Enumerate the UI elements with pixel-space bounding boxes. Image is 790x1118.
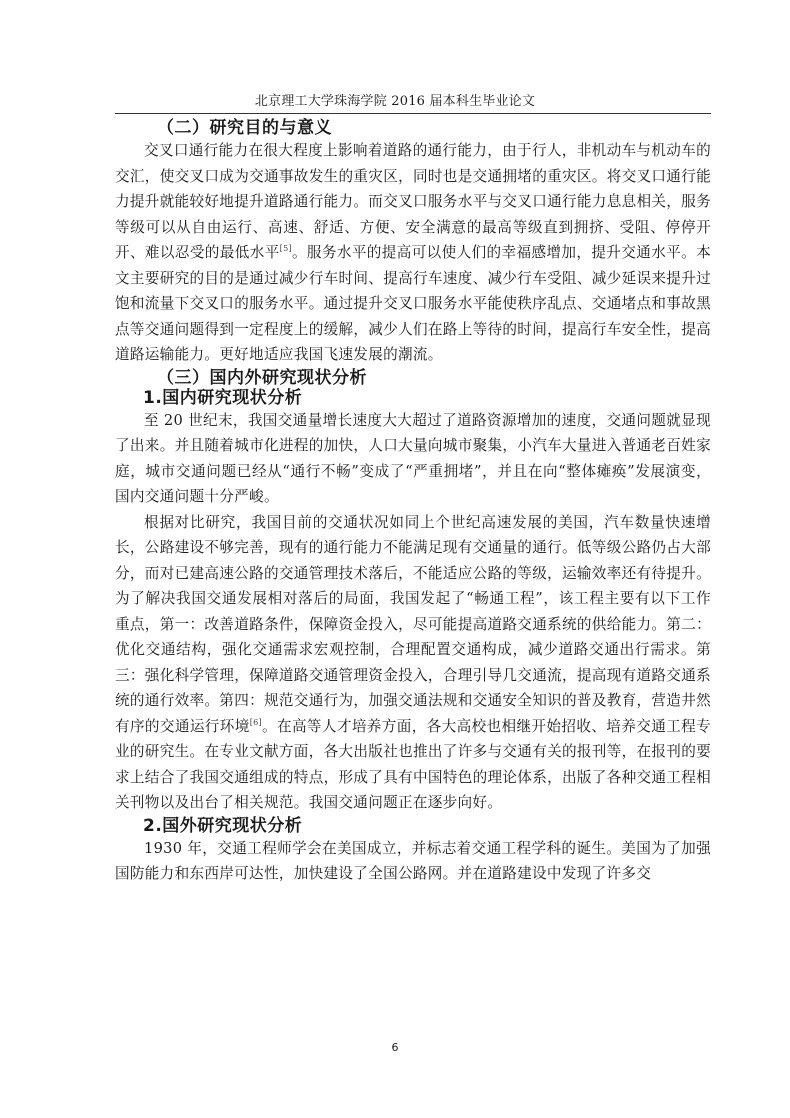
section-heading-status: （三）国内外研究现状分析: [157, 367, 367, 388]
paragraph-purpose-text-1: 交叉口通行能力在很大程度上影响着道路的通行能力，由于行人，非机动车与机动车的交汇，使交叉口成为交通事故发生的重灾区，同时也是交通拥堵的重灾区。将交叉口通行能力提升就能较好地提升道路通行能力。而交叉口服务水平与交叉口通行能力息息相关，服务等级可以从自由运行、高速、舒适、方便、安全满意的最高等级直到拥挤、受阻、停停开开、难以忍受的最低水平: [115, 142, 711, 261]
running-header: 北京理工大学珠海学院 2016 届本科生毕业论文: [254, 94, 536, 109]
paragraph-domestic-1: 至 20 世纪末，我国交通量增长速度大大超过了道路资源增加的速度，交通问题就显现了出来。并且随着城市化进程的加快，人口大量向城市聚集，小汽车大量进入普通老百姓家庭，城市交通问题已经从“通行不畅”变成了“严重拥堵”，并且在向“整体瘫痪”发展演变，国内交通问题十分严峻。: [115, 411, 711, 505]
section-heading-purpose: （二）研究目的与意义: [157, 118, 332, 138]
header-rule: [115, 113, 711, 114]
citation-ref-5[interactable]: [5]: [279, 244, 292, 253]
paragraph-foreign: 1930 年，交通工程师学会在美国成立，并标志着交通工程学科的诞生。美国为了加强国防能力和东西岸可达性，加快建设了全国公路网。并在道路建设中发现了许多交: [115, 839, 711, 882]
paragraph-purpose-text-2: 。服务水平的提高可以使人们的幸福感增加，提升交通水平。本文主要研究的目的是通过减少行车时间、提高行车速度、减少行车受阻、减少延误来提升过饱和流量下交叉口的服务水平。通过提升交叉口服务水平能使秩序乱点、交通堵点和事故黑点等交通问题得到一定程度上的缓解，减少人们在路上等待的时间，提高行车安全性，提高道路运输能力。更好地适应我国飞速发展的潮流。: [115, 244, 711, 363]
citation-ref-6[interactable]: [6]: [249, 717, 262, 727]
subsection-heading-foreign: 2.国外研究现状分析: [143, 815, 303, 836]
page-body: [115, 118, 711, 887]
subsection-heading-domestic: 1.国内研究现状分析: [143, 387, 303, 408]
paragraph-domestic-2-text-1: 根据对比研究，我国目前的交通状况如同上个世纪高速发展的美国，汽车数量快速增长，公路建设不够完善，现有的通行能力不能满足现有交通量的通行。低等级公路仍占大部分，而对已建高速公路的交通管理技术落后，不能适应公路的等级，运输效率还有待提升。为了解决我国交通发展相对落后的局面，我国发起了“畅通工程”，该工程主要有以下工作重点，第一：改善道路条件，保障资金投入，尽可能提高道路交通系统的供给能力。第二：优化交通结构，强化交通需求宏观控制，合理配置交通构成，减少道路交通出行需求。第三：强化科学管理，保障道路交通管理资金投入，合理引导几交通流，提高现有道路交通系统的通行效率。第四：规范交通行为，加强交通法规和交通安全知识的普及教育，营造井然有序的交通运行环境: [115, 513, 711, 735]
paragraph-domestic-2: [115, 510, 711, 816]
page-number: 6: [391, 1041, 399, 1054]
paragraph-domestic-2-text-2: 。在高等人才培养方面，各大高校也相继开始招收、培养交通工程专业的研究生。在专业文献方面，各大出版社也推出了许多与交通有关的报刊等，在报刊的要求上结合了我国交通组成的特点，形成了具有中国特色的理论体系，出版了各种交通工程相关刊物以及出台了相关规范。我国交通问题正在逐步向好。: [115, 717, 711, 811]
paragraph-purpose: [115, 138, 711, 368]
